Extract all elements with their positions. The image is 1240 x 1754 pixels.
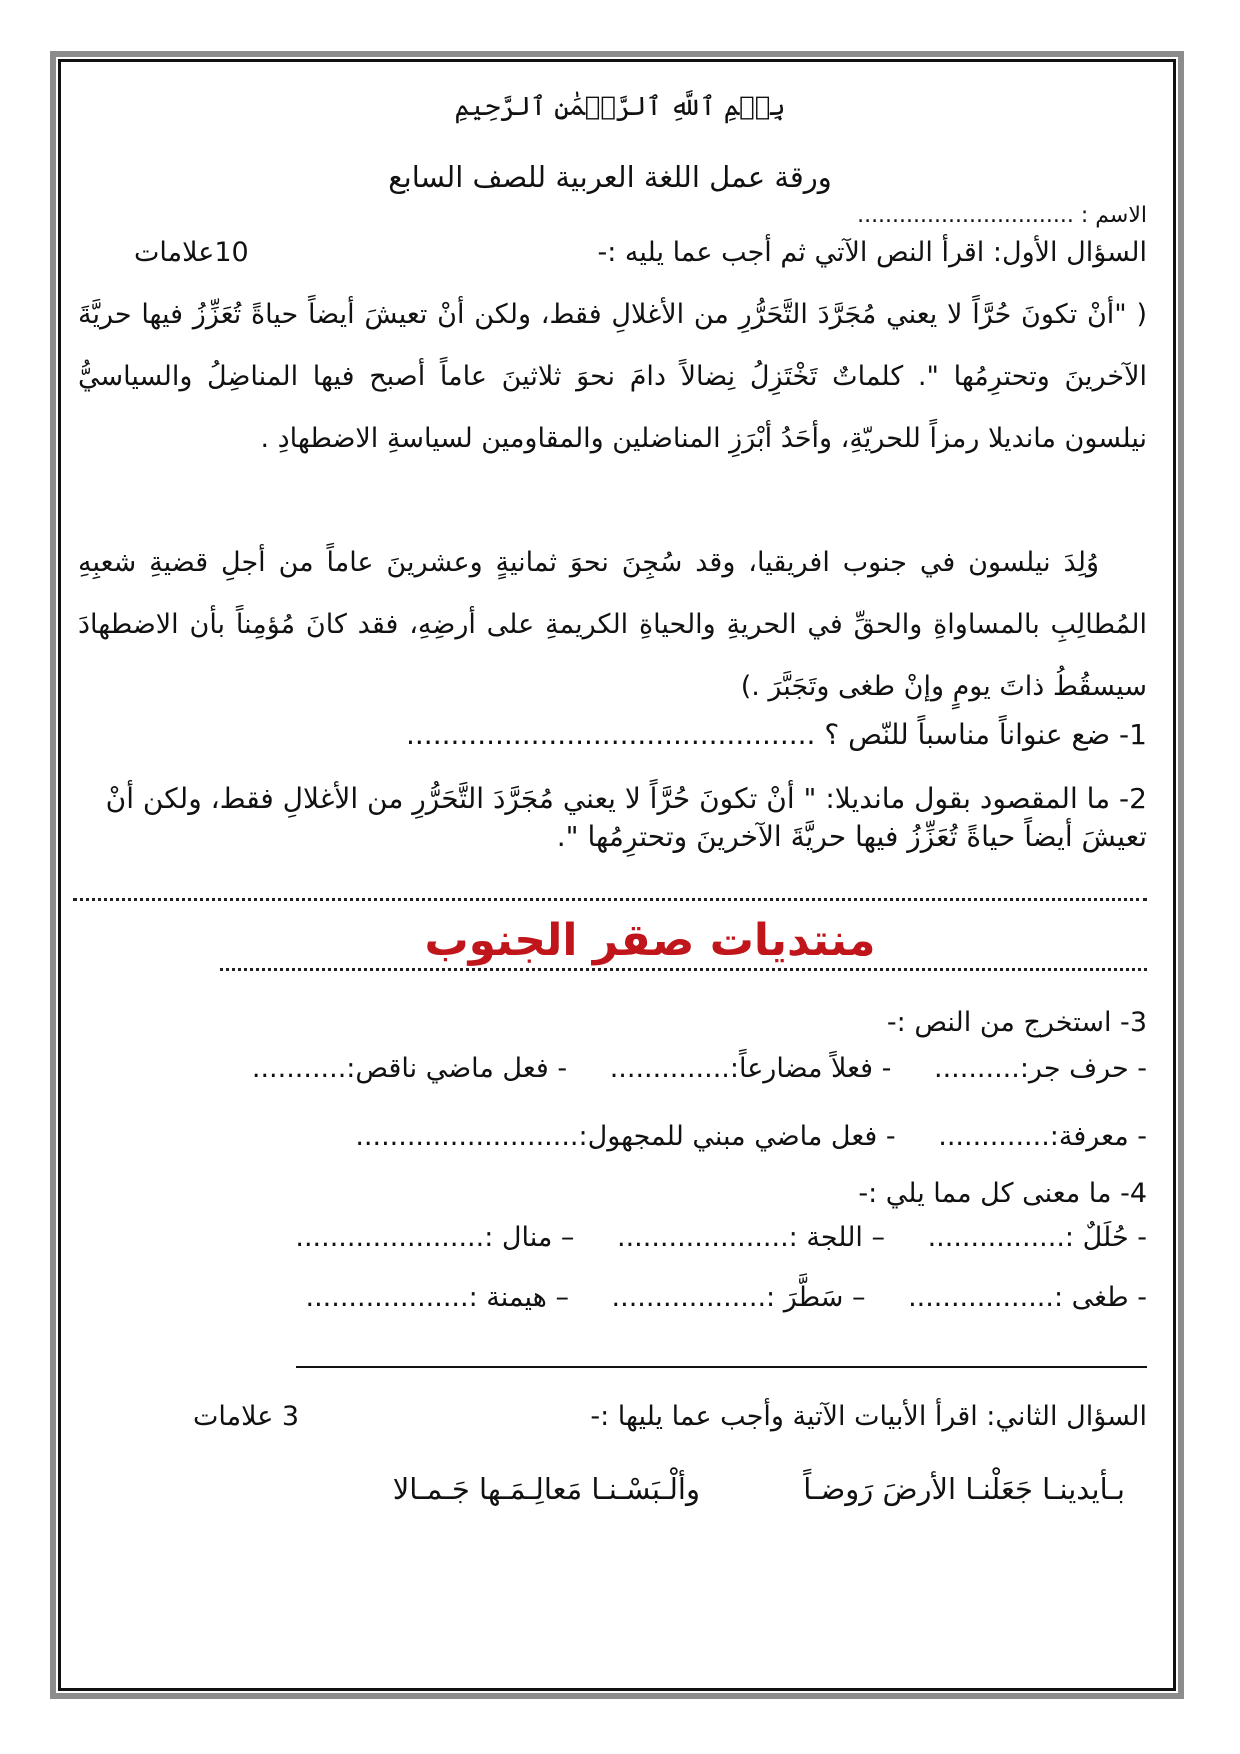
answer-hulal[interactable]: - حُلَلٌ :................ bbox=[927, 1222, 1147, 1253]
answer-incomplete-past-verb[interactable]: - فعل ماضي ناقص:........... bbox=[251, 1053, 568, 1084]
answer-preposition[interactable]: - حرف جر:.......... bbox=[934, 1053, 1147, 1084]
answer-haymana[interactable]: – هيمنة :................... bbox=[305, 1282, 569, 1313]
item1-title-question: 1- ضع عنواناً مناسباً للنّص ؟ .............................................. bbox=[406, 718, 1147, 751]
question2-prompt: السؤال الثاني: اقرأ الأبيات الآتية وأجب عما يليها :- bbox=[590, 1401, 1147, 1432]
item2-meaning-question: 2- ما المقصود بقول مانديلا: " أنْ تكونَ حُرَّاً لا يعني مُجَرَّدَ التَّحَرُّرِ من الأغلالِ فقط، ولكن أنْ تعيشَ أيضاً حياةً تُعَزِّزُ فيها حريَّةَ الآخرينَ وتحترِمُها ". bbox=[105, 782, 1147, 853]
item4-title: 4- ما معنى كل مما يلي :- bbox=[858, 1178, 1147, 1209]
verse-first-hemistich: بـأيدينـا جَعَلْنـا الأرضَ رَوضـاً bbox=[803, 1472, 1125, 1506]
question1-prompt: السؤال الأول: اقرأ النص الآتي ثم أجب عما يليه :- bbox=[597, 237, 1147, 268]
answer-lujja[interactable]: – اللجة :.................... bbox=[617, 1222, 885, 1253]
passage-paragraph-1: ( "أنْ تكونَ حُرَّاً لا يعني مُجَرَّدَ التَّحَرُّرِ من الأغلالِ فقط، ولكن أنْ تعيشَ أيضاً حياةً تُعَزِّزُ فيها حريَّةَ الآخرينَ وتحترِمُها ". كلماتٌ تَخْتَزِلُ نِضالاً دامَ نحوَ ثلاثينَ عاماً أصبح فيها المناضِلُ والسياسيُّ نيلسون مانديلا رمزاً للحريّةِ، وأحَدُ أبْرَزِ المناضلين والمقاومين لسياسةِ الاضطهادِ . bbox=[78, 299, 1147, 454]
name-field[interactable]: الاسم : ............................... bbox=[857, 203, 1147, 228]
question1-marks: 10علامات bbox=[134, 237, 249, 268]
section-divider bbox=[296, 1366, 1147, 1368]
answer-dotted-line[interactable] bbox=[73, 898, 1147, 901]
item4-row-1 bbox=[261, 1222, 1147, 1253]
answer-sattara[interactable]: – سَطَّرَ :.................. bbox=[611, 1282, 866, 1313]
item3-title: 3- استخرج من النص :- bbox=[886, 1007, 1147, 1038]
item4-row-2 bbox=[272, 1282, 1148, 1313]
watermark: منتديات صقر الجنوب bbox=[424, 915, 876, 966]
answer-passive-past-verb[interactable]: - فعل ماضي مبني للمجهول:.......................... bbox=[355, 1121, 896, 1152]
question2-marks: 3 علامات bbox=[193, 1401, 300, 1432]
answer-tagha[interactable]: - طغى :................. bbox=[908, 1282, 1147, 1313]
verse-second-hemistich: وألْـبَسْـنـا مَعالِـمَـها جَـمـالا bbox=[392, 1472, 700, 1506]
answer-definite-noun[interactable]: - معرفة:............. bbox=[938, 1121, 1147, 1152]
answer-dotted-line[interactable] bbox=[220, 968, 1147, 971]
item3-row-2 bbox=[321, 1121, 1147, 1152]
answer-manal[interactable]: – منال :...................... bbox=[295, 1222, 575, 1253]
answer-present-verb[interactable]: - فعلاً مضارعاً:.............. bbox=[609, 1053, 892, 1084]
item3-row-1 bbox=[218, 1053, 1147, 1084]
basmala: بِسۡمِ ٱللَّهِ ٱلرَّحۡمَٰنِ ٱلرَّحِيمِ bbox=[454, 92, 786, 122]
page-title: ورقة عمل اللغة العربية للصف السابع bbox=[388, 160, 832, 194]
passage-paragraph-2: وُلِدَ نيلسون في جنوب افريقيا، وقد سُجِنَ نحوَ ثمانيةٍ وعشرينَ عاماً من أجلِ قضيةِ شعبِهِ المُطالِبِ بالمساواةِ والحقِّ في الحريةِ والحياةِ الكريمةِ على أرضِهِ، فقد كانَ مُؤمِناً بأن الاضطهادَ سيسقُطُ ذاتَ يومٍ وإنْ طغى وتَجَبَّرَ .) bbox=[78, 547, 1147, 702]
